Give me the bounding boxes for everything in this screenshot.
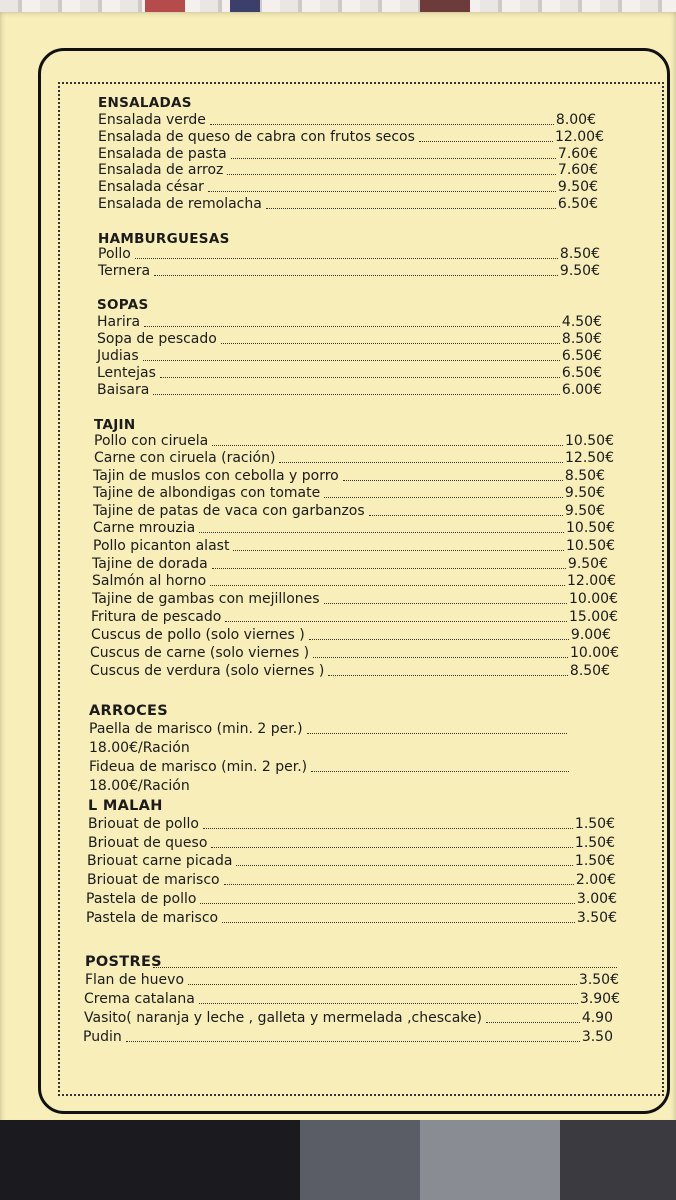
item-price: 10.50€ — [565, 433, 614, 449]
item-name: Ensalada de pasta — [98, 146, 227, 162]
menu-item — [91, 627, 611, 644]
menu-item — [84, 991, 620, 1008]
item-name: Tajine de patas de vaca con garbanzos — [93, 503, 365, 519]
dot-leader — [212, 567, 566, 569]
dot-leader — [154, 274, 558, 276]
dot-leader — [279, 461, 563, 463]
item-price: 1.50€ — [574, 835, 615, 851]
menu-item — [94, 450, 614, 467]
item-price: 6.50€ — [561, 365, 602, 381]
menu-item — [90, 663, 610, 680]
item-name: Pudin — [83, 1029, 122, 1045]
item-name: Pollo — [98, 246, 131, 262]
floor-background — [0, 1120, 676, 1200]
item-name: Tajine de gambas con mejillones — [92, 591, 320, 607]
item-name: Cuscus de pollo (solo viernes ) — [91, 627, 305, 643]
item-price: 4.50€ — [561, 314, 602, 330]
dot-leader — [188, 983, 577, 985]
menu-item — [97, 331, 602, 348]
item-name: Briouat carne picada — [87, 853, 233, 869]
item-name: Paella de marisco (min. 2 per.) — [89, 721, 303, 737]
menu-item — [86, 910, 617, 927]
item-name: Ensalada césar — [98, 179, 204, 195]
item-price: 12.00€ — [567, 573, 616, 589]
dot-leader — [227, 173, 556, 175]
item-name: Ternera — [98, 263, 151, 279]
menu-item — [98, 246, 600, 263]
dot-leader — [135, 257, 558, 259]
dot-leader — [233, 549, 564, 551]
item-name: Sopa de pescado — [97, 331, 217, 347]
dot-leader — [153, 393, 560, 395]
item-price: 3.00€ — [576, 891, 617, 907]
menu-item — [97, 314, 602, 331]
section-title-tajin: TAJIN — [94, 417, 136, 433]
dot-leader — [203, 827, 573, 829]
item-name: Carne con ciruela (ración) — [94, 450, 276, 466]
item-price: 3.50€ — [576, 910, 617, 926]
item-name: Pastela de pollo — [86, 891, 197, 907]
item-price: 9.50€ — [564, 503, 605, 519]
menu-item — [93, 468, 605, 485]
menu-item — [97, 348, 602, 365]
menu-item — [91, 609, 618, 626]
section-title-sopas: SOPAS — [97, 297, 149, 313]
section-title-arroces: ARROCES — [89, 703, 168, 719]
item-price: 8.00€ — [555, 112, 596, 128]
menu-item — [93, 503, 605, 520]
menu-item — [92, 556, 608, 573]
item-price: 6.50€ — [557, 196, 598, 212]
item-price: 12.00€ — [555, 129, 604, 145]
item-price: 2.00€ — [575, 872, 616, 888]
dot-leader — [143, 359, 560, 361]
dot-leader — [224, 883, 574, 885]
menu-item — [98, 146, 598, 163]
section-title-hamburguesas: HAMBURGUESAS — [98, 231, 230, 247]
menu-item — [94, 433, 614, 450]
menu-item — [98, 112, 596, 129]
item-name: Briouat de pollo — [88, 816, 199, 832]
menu-item — [93, 520, 615, 537]
item-price: 12.50€ — [565, 450, 614, 466]
item-price: 3.50€ — [578, 972, 619, 988]
item-price: 9.50€ — [567, 556, 608, 572]
menu-item — [84, 1010, 613, 1027]
dot-leader — [309, 638, 569, 640]
menu-item — [98, 263, 600, 280]
dot-leader — [307, 732, 567, 734]
item-price: 7.60€ — [557, 162, 598, 178]
item-name: Ensalada de queso de cabra con frutos secos — [98, 129, 415, 145]
item-name: Lentejas — [97, 365, 156, 381]
dot-leader — [324, 496, 563, 498]
item-name: Cuscus de verdura (solo viernes ) — [90, 663, 325, 679]
item-price: 1.50€ — [574, 853, 615, 869]
dot-leader — [221, 342, 560, 344]
item-price: 3.50 — [581, 1029, 613, 1045]
dot-leader — [266, 207, 556, 209]
menu-item — [97, 382, 602, 399]
menu-item — [98, 129, 604, 146]
item-price: 3.90€ — [579, 991, 620, 1007]
dot-leader — [144, 325, 560, 327]
dot-leader — [199, 1002, 578, 1004]
item-price: 4.90 — [581, 1010, 613, 1026]
menu-item — [88, 835, 615, 852]
section-title-ensaladas: ENSALADAS — [98, 95, 192, 111]
dot-leader — [222, 921, 575, 923]
item-name: Fideua de marisco (min. 2 per.) — [89, 759, 308, 775]
item-name: Vasito( naranja y leche , galleta y mermelada ,chescake) — [84, 1010, 482, 1026]
dot-leader — [210, 123, 554, 125]
dot-leader — [328, 674, 568, 676]
item-name: Fritura de pescado — [91, 609, 222, 625]
dot-leader — [343, 479, 563, 481]
item-price: 10.00€ — [570, 645, 619, 661]
menu-item — [97, 365, 602, 382]
item-name: Salmón al horno — [92, 573, 207, 589]
dot-leader — [236, 864, 572, 866]
dot-leader — [419, 140, 553, 142]
item-name: Tajin de muslos con cebolla y porro — [93, 468, 339, 484]
menu-item — [92, 591, 618, 608]
item-name: Ensalada verde — [98, 112, 206, 128]
dot-leader — [126, 1040, 580, 1042]
menu-item — [92, 573, 616, 590]
section-title-postres: POSTRES — [85, 954, 162, 970]
dot-leader — [199, 531, 564, 533]
item-name: Pastela de marisco — [86, 910, 219, 926]
dot-leader — [212, 444, 563, 446]
item-price: 8.50€ — [559, 246, 600, 262]
dot-leader — [486, 1021, 580, 1023]
menu-item — [93, 538, 615, 555]
dot-leader — [369, 514, 563, 516]
item-name: Briouat de marisco — [87, 872, 220, 888]
dot-leader — [160, 376, 560, 378]
item-name: Judias — [97, 348, 139, 364]
item-price: 10.50€ — [566, 520, 615, 536]
item-price: 9.50€ — [557, 179, 598, 195]
dot-leader — [231, 157, 556, 159]
item-price: 6.00€ — [561, 382, 602, 398]
item-name: Harira — [97, 314, 141, 330]
dot-leader — [153, 966, 617, 968]
dot-leader — [225, 620, 567, 622]
item-name: Baisara — [97, 382, 150, 398]
menu-item-leader-only — [85, 955, 619, 972]
item-name: Tajine de albondigas con tomate — [93, 485, 321, 501]
menu-item — [87, 872, 616, 889]
item-name: Flan de huevo — [85, 972, 185, 988]
item-price: 9.00€ — [570, 627, 611, 643]
dot-leader — [324, 602, 567, 604]
menu-item — [83, 1029, 613, 1046]
menu-item — [98, 179, 598, 196]
item-name: Pollo picanton alast — [93, 538, 230, 554]
item-price: 18.00€/Ración — [89, 778, 190, 794]
menu-item — [86, 891, 617, 908]
item-name: Ensalada de remolacha — [98, 196, 262, 212]
item-name: Pollo con ciruela — [94, 433, 209, 449]
item-price: 1.50€ — [574, 816, 615, 832]
item-price: 18.00€/Ración — [89, 740, 190, 756]
menu-item — [98, 196, 598, 213]
item-price: 9.50€ — [564, 485, 605, 501]
item-price: 8.50€ — [569, 663, 610, 679]
menu-item — [90, 645, 619, 662]
menu-item — [98, 162, 598, 179]
item-price: 8.50€ — [564, 468, 605, 484]
dot-leader — [208, 190, 556, 192]
menu-item — [93, 485, 605, 502]
dot-leader — [210, 584, 565, 586]
menu-item — [89, 759, 571, 776]
item-price: 7.60€ — [557, 146, 598, 162]
item-price: 6.50€ — [561, 348, 602, 364]
item-price: 8.50€ — [561, 331, 602, 347]
dot-leader — [313, 656, 568, 658]
section-title-lmalah: L MALAH — [88, 798, 163, 814]
item-name: Ensalada de arroz — [98, 162, 224, 178]
dot-leader — [311, 770, 569, 772]
dot-leader — [200, 902, 574, 904]
item-name: Briouat de queso — [88, 835, 208, 851]
menu-item — [88, 816, 615, 833]
item-name: Tajine de dorada — [92, 556, 208, 572]
item-price: 10.50€ — [566, 538, 615, 554]
menu-item — [89, 721, 569, 738]
item-price: 9.50€ — [559, 263, 600, 279]
item-name: Cuscus de carne (solo viernes ) — [90, 645, 310, 661]
item-price: 10.00€ — [569, 591, 618, 607]
item-name: Carne mrouzia — [93, 520, 196, 536]
menu-item — [85, 972, 619, 989]
item-price: 15.00€ — [569, 609, 618, 625]
menu-item — [87, 853, 615, 870]
dot-leader — [211, 846, 573, 848]
item-name: Crema catalana — [84, 991, 195, 1007]
